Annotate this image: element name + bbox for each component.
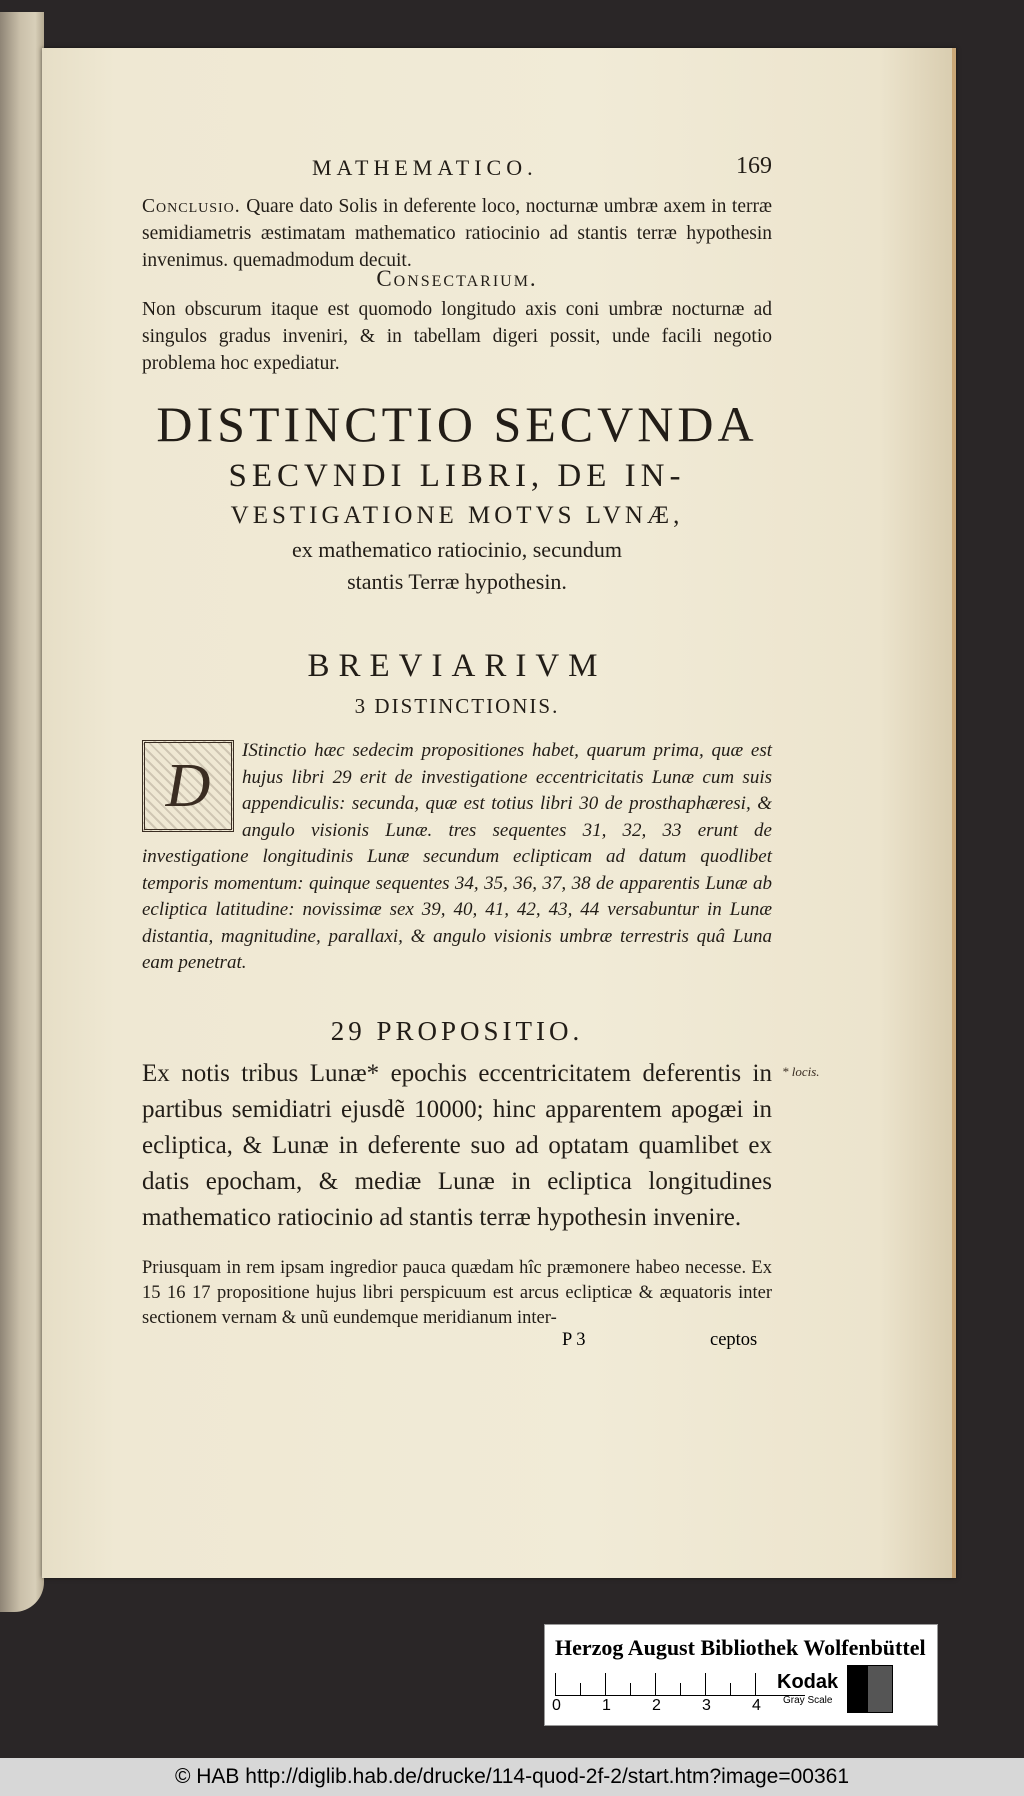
copyright-footer: © HAB http://diglib.hab.de/drucke/114-quod-2f-2/start.htm?image=00361 bbox=[0, 1758, 1024, 1796]
title-line-3: VESTIGATIONE MOTVS LVNÆ, bbox=[230, 502, 684, 529]
propositio-text: Ex notis tribus Lunæ* epochis eccentricitatem deferentis in partibus semidiatri ejusdẽ 10000; hinc apparentem apogæi in ecliptica, & Lunæ in deferente suo ad optatam quamlibet ex datis epocham, & mediæ Lunæ in ecliptica longitudines mathematico ratiocinio ad stantis terræ hypothesin invenire. bbox=[142, 1060, 772, 1231]
scale-number: 3 bbox=[702, 1697, 711, 1714]
scale-number: 4 bbox=[752, 1697, 761, 1714]
gray-scale-label: Gray Scale bbox=[783, 1695, 833, 1706]
page-header bbox=[142, 153, 772, 193]
prius-paragraph: Priusquam in rem ipsam ingredior pauca quædam hîc præmonere habeo necesse. Ex 15 16 17 propositione hujus libri perspicuum est arcus eclipticæ & æquatoris inter sectionem vernam & unũ eundemque meridianum inter- bbox=[142, 1258, 772, 1328]
conclusio-label: Conclusio. bbox=[142, 196, 241, 217]
title-line-2: SECVNDI LIBRI, DE IN- bbox=[228, 458, 686, 494]
library-name: Herzog August Bibliothek Wolfenbüttel bbox=[555, 1635, 926, 1660]
breviarium-paragraph bbox=[142, 738, 772, 977]
consectarium-heading: Consectarium. bbox=[376, 266, 538, 291]
conclusio-text: Quare dato Solis in deferente loco, nocturnæ umbræ axem in terræ semidiametris æstimatam mathematico ratiocinio ad stantis terræ hypothesin invenimus. quemadmodum decuit. bbox=[142, 196, 772, 271]
consectarium-text: Non obscurum itaque est quomodo longitudo axis coni umbræ nocturnæ ad singulos gradus inveniri, & in tabellam digeri possit, unde facili negotio problema hoc expediatur. bbox=[142, 299, 772, 374]
title-line-1: DISTINCTIO SECVNDA bbox=[156, 396, 758, 452]
breviarium-subheading: 3 DISTINCTIONIS. bbox=[354, 694, 560, 718]
breviarium-text: IStinctio hæc sedecim propositiones habet, quarum prima, quæ est hujus libri 29 erit de investigatione eccentricitatis Lunæ cum suis appendiculis: secunda, quæ est totius libri 30 de prosthaphæresi, & angulo visionis Lunæ. tres sequentes 31, 32, 33 erunt de investigatione longitudinis Lunæ secundum eclipticam ad datum quodlibet temporis momentum: quinque sequentes 34, 35, 36, 37, 38 de apparentis Lunæ ab ecliptica latitudine: novissimæ sex 39, 40, 41, 42, 43, 44 versabuntur in Lunæ distantia, magnitudine, parallaxi, & angulo visionis umbræ terrestris quâ Luna eam penetrat. bbox=[142, 740, 772, 973]
ruler-scale bbox=[555, 1673, 805, 1696]
margin-note: * locis. bbox=[782, 1064, 820, 1079]
title-line-4: ex mathematico ratiocinio, secundum bbox=[292, 537, 622, 562]
conclusio-paragraph bbox=[142, 193, 772, 274]
left-page-edge bbox=[0, 12, 44, 1612]
catchword: ceptos bbox=[710, 1330, 758, 1350]
library-label-card bbox=[544, 1624, 938, 1726]
running-head: MATHEMATICO. bbox=[312, 155, 538, 180]
scale-number: 1 bbox=[602, 1697, 611, 1714]
page-number: 169 bbox=[736, 153, 772, 179]
breviarium-heading: BREVIARIVM bbox=[307, 648, 607, 684]
decorated-initial: D bbox=[142, 740, 234, 832]
book-page bbox=[42, 48, 956, 1578]
propositio-heading: 29 PROPOSITIO. bbox=[330, 1016, 584, 1046]
distinctio-title bbox=[142, 394, 772, 598]
kodak-brand: Kodak bbox=[777, 1671, 839, 1693]
signature-mark: P 3 bbox=[562, 1330, 586, 1350]
scale-number: 2 bbox=[652, 1697, 661, 1714]
gray-swatch bbox=[847, 1665, 893, 1713]
scale-number: 0 bbox=[552, 1697, 561, 1714]
title-line-5: stantis Terræ hypothesin. bbox=[347, 569, 567, 594]
